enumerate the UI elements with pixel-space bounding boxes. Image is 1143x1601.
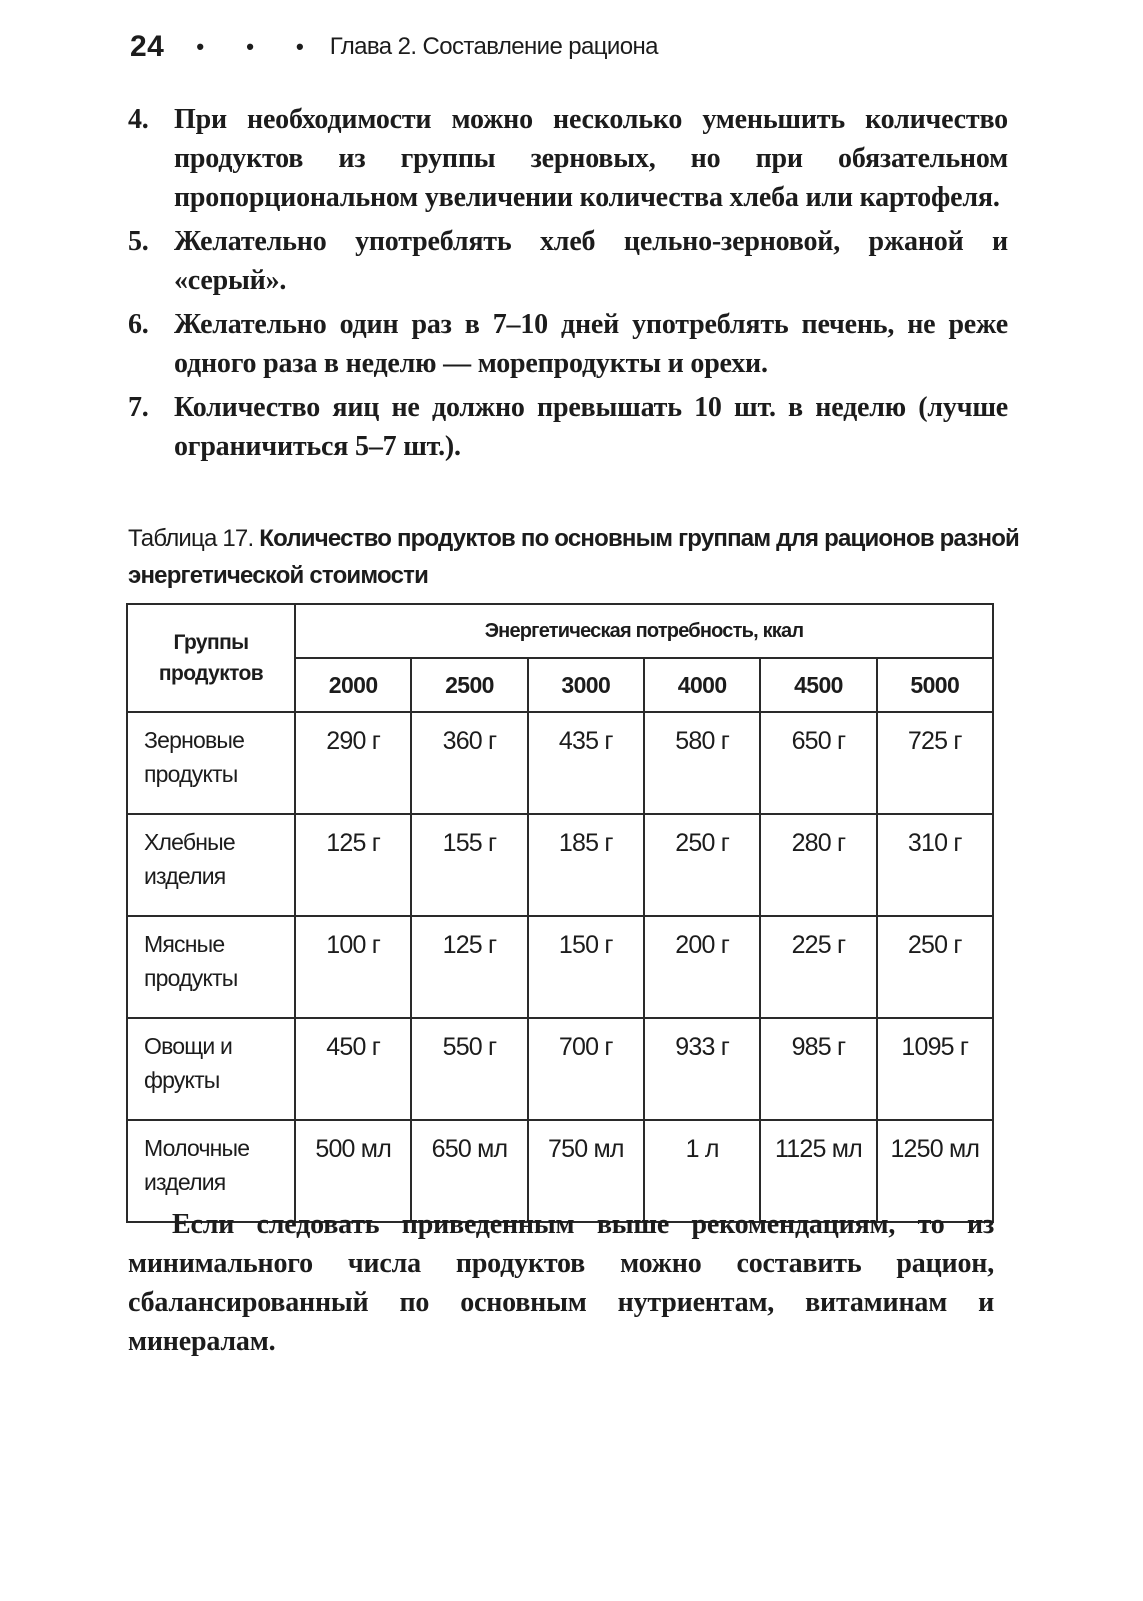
energy-column-header: Энергетическая потребность, ккал bbox=[295, 604, 993, 658]
food-groups-table bbox=[126, 603, 994, 1223]
value-cell: 150 г bbox=[528, 916, 644, 1018]
group-name-cell: Зерновые продукты bbox=[127, 712, 295, 814]
list-item bbox=[128, 388, 1008, 466]
value-cell: 650 мл bbox=[411, 1120, 527, 1222]
value-cell: 290 г bbox=[295, 712, 411, 814]
list-item-number: 4. bbox=[128, 104, 149, 135]
table-row bbox=[127, 916, 993, 1018]
table-row bbox=[127, 1018, 993, 1120]
value-cell: 185 г bbox=[528, 814, 644, 916]
list-item-text: Желательно один раз в 7–10 дней употреблять печень, не реже одного раза в неделю — морепродукты и орехи. bbox=[174, 309, 1008, 379]
list-item bbox=[128, 100, 1008, 217]
value-cell: 1250 мл bbox=[877, 1120, 993, 1222]
kcal-column-header: 2500 bbox=[411, 658, 527, 712]
group-name-cell: Мясные продукты bbox=[127, 916, 295, 1018]
list-item-number: 6. bbox=[128, 309, 149, 340]
header-bullets: • • • bbox=[196, 34, 322, 59]
value-cell: 225 г bbox=[760, 916, 876, 1018]
group-name-cell: Хлебные изделия bbox=[127, 814, 295, 916]
group-name-cell: Молочные изделия bbox=[127, 1120, 295, 1222]
value-cell: 700 г bbox=[528, 1018, 644, 1120]
closing-paragraph: Если следовать приведенным выше рекомендациям, то из минимального числа продуктов можно составить рацион, сбалансированный по основным нутриентам, витаминам и минералам. bbox=[128, 1209, 994, 1357]
group-column-header: Группы продуктов bbox=[127, 604, 295, 712]
value-cell: 200 г bbox=[644, 916, 760, 1018]
list-item-number: 7. bbox=[128, 392, 149, 423]
value-cell: 125 г bbox=[295, 814, 411, 916]
value-cell: 1095 г bbox=[877, 1018, 993, 1120]
value-cell: 1125 мл bbox=[760, 1120, 876, 1222]
value-cell: 280 г bbox=[760, 814, 876, 916]
value-cell: 450 г bbox=[295, 1018, 411, 1120]
kcal-column-header: 2000 bbox=[295, 658, 411, 712]
value-cell: 1 л bbox=[644, 1120, 760, 1222]
chapter-title: Глава 2. Составление рациона bbox=[329, 33, 658, 60]
list-item-text: Желательно употреблять хлеб цельно-зерновой, ржаной и «серый». bbox=[174, 226, 1008, 296]
list-item bbox=[128, 305, 1008, 383]
list-item-number: 5. bbox=[128, 226, 149, 257]
group-name-cell: Овощи и фрукты bbox=[127, 1018, 295, 1120]
list-item bbox=[128, 222, 1008, 300]
value-cell: 550 г bbox=[411, 1018, 527, 1120]
value-cell: 360 г bbox=[411, 712, 527, 814]
page-number: 24 bbox=[130, 30, 165, 63]
kcal-column-header: 3000 bbox=[528, 658, 644, 712]
table-caption-label: Таблица 17. bbox=[128, 525, 254, 552]
value-cell: 155 г bbox=[411, 814, 527, 916]
value-cell: 250 г bbox=[877, 916, 993, 1018]
value-cell: 435 г bbox=[528, 712, 644, 814]
value-cell: 750 мл bbox=[528, 1120, 644, 1222]
table-caption-title: Количество продуктов по основным группам для рационов разной энергетической стоимости bbox=[128, 525, 1020, 589]
value-cell: 985 г bbox=[760, 1018, 876, 1120]
value-cell: 500 мл bbox=[295, 1120, 411, 1222]
table-row bbox=[127, 712, 993, 814]
list-item-text: При необходимости можно несколько уменьшить количество продуктов из группы зерновых, но при обязательном пропорциональном увеличении количества хлеба или картофеля. bbox=[174, 104, 1008, 213]
value-cell: 100 г bbox=[295, 916, 411, 1018]
table-caption bbox=[128, 520, 1028, 594]
table-header-row bbox=[127, 604, 993, 658]
value-cell: 725 г bbox=[877, 712, 993, 814]
recommendations-list bbox=[128, 100, 1008, 471]
kcal-column-header: 5000 bbox=[877, 658, 993, 712]
running-head bbox=[130, 30, 658, 64]
value-cell: 125 г bbox=[411, 916, 527, 1018]
list-item-text: Количество яиц не должно превышать 10 шт. в неделю (лучше ограничиться 5–7 шт.). bbox=[174, 392, 1008, 462]
value-cell: 580 г bbox=[644, 712, 760, 814]
kcal-column-header: 4500 bbox=[760, 658, 876, 712]
table-row bbox=[127, 814, 993, 916]
value-cell: 650 г bbox=[760, 712, 876, 814]
value-cell: 933 г bbox=[644, 1018, 760, 1120]
kcal-column-header: 4000 bbox=[644, 658, 760, 712]
value-cell: 310 г bbox=[877, 814, 993, 916]
value-cell: 250 г bbox=[644, 814, 760, 916]
